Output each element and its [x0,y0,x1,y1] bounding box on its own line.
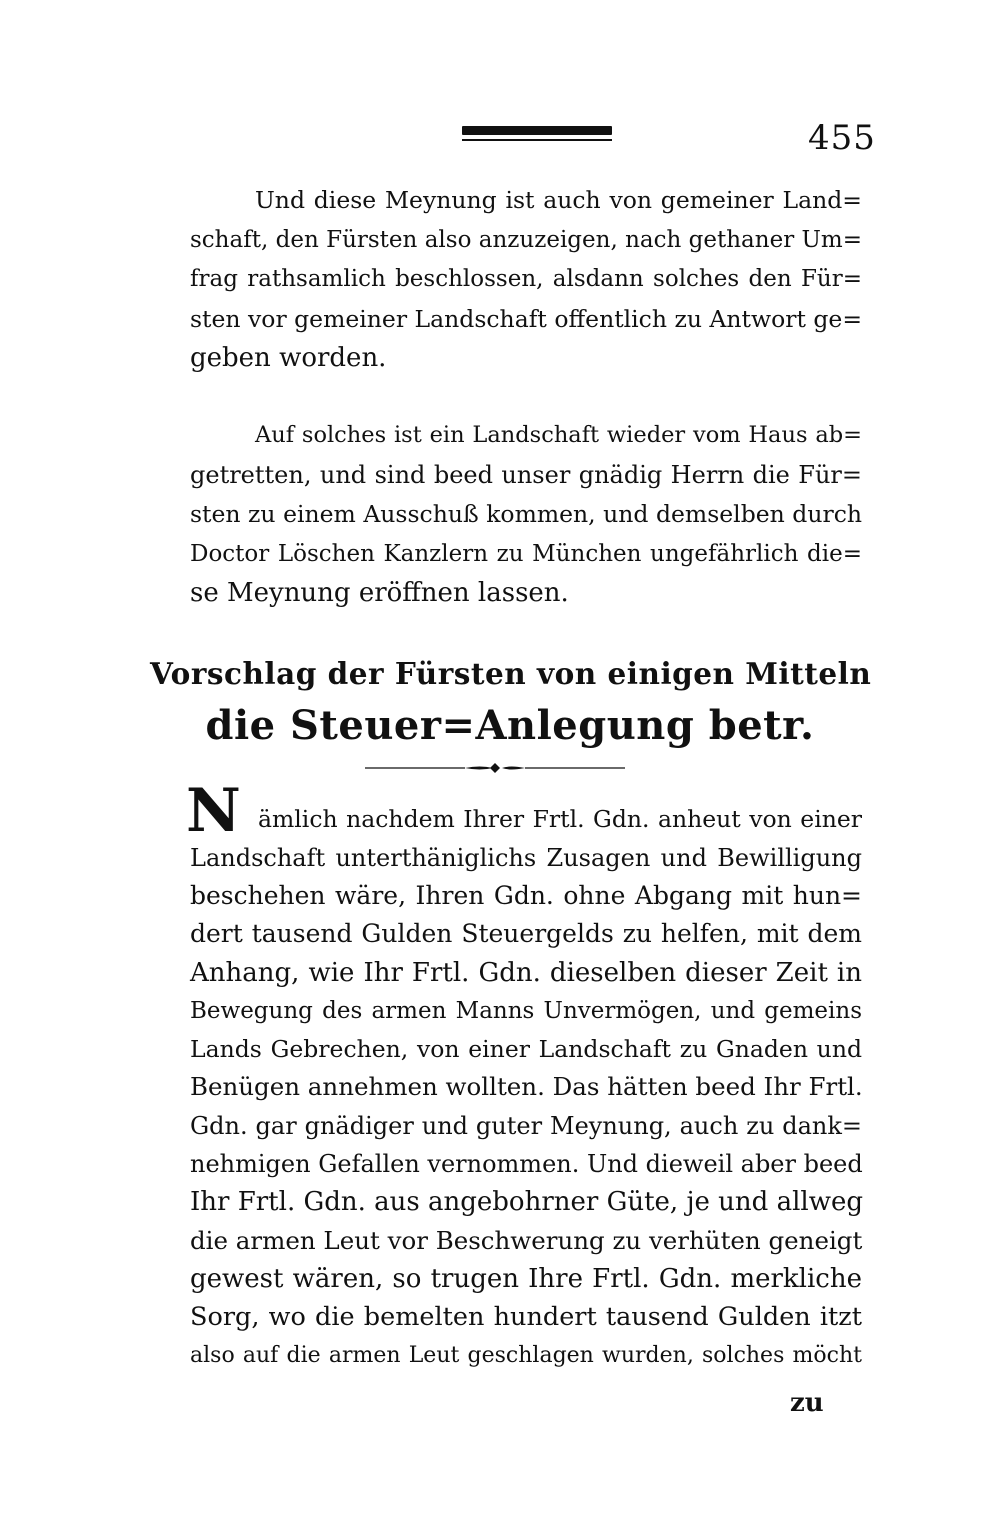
section-heading-line: die Steuer=Anlegung betr. [205,702,815,749]
ornament-swell-left [465,767,493,770]
ornament-swell-right [502,767,525,770]
paragraph2-line: Doctor Löschen Kanzlern zu München ungefährlich die= [190,541,862,567]
header-rule-thin [462,139,612,141]
header-rule-thick [462,126,612,135]
paragraph3-line: ämlich nachdem Ihrer Frtl. Gdn. anheut von einer [258,805,862,833]
paragraph3-line: Sorg, wo die bemelten hundert tausend Gulden itzt [190,1302,862,1332]
paragraph1-line: frag rathsamlich beschlossen, alsdann solches den Für= [190,266,862,292]
header-rule [462,126,612,141]
paragraph3-line: beschehen wäre, Ihren Gdn. ohne Abgang mit hun= [190,881,862,910]
paragraph3-line: also auf die armen Leut geschlagen wurden, solches möcht [190,1343,862,1368]
paragraph3-line: Landschaft unterthäniglichs Zusagen und Bewilligung [190,844,862,872]
paragraph2-line: se Meynung eröffnen lassen. [190,578,569,608]
ornament-divider [365,762,625,774]
ornament-diamond [490,763,500,773]
paragraph2-line: Auf solches ist ein Landschaft wieder vom Haus ab= [255,422,862,448]
paragraph3-line: dert tausend Gulden Steuergelds zu helfen, mit dem [190,919,862,948]
paragraph3-line: Anhang, wie Ihr Frtl. Gdn. dieselben dieser Zeit in [190,958,862,988]
paragraph1-line: schaft, den Fürsten also anzuzeigen, nach gethaner Um= [190,227,862,253]
paragraph2-line: sten zu einem Ausschuß kommen, und demselben durch [190,500,862,528]
paragraph1-line: geben worden. [190,343,387,373]
paragraph1-line: sten vor gemeiner Landschaft offentlich zu Antwort ge= [190,305,863,333]
page-number: 455 [808,118,876,158]
section-heading-line: Vorschlag der Fürsten von einigen Mitteln [150,656,872,691]
paragraph3-line: Benügen annehmen wollten. Das hätten beed Ihr Frtl. [190,1072,863,1101]
paragraph3-line: Lands Gebrechen, von einer Landschaft zu Gnaden und [190,1035,862,1063]
paragraph3-line: Bewegung des armen Manns Unvermögen, und gemeins [190,998,862,1024]
paragraph1-line: Und diese Meynung ist auch von gemeiner Land= [255,186,862,214]
paragraph3-line: nehmigen Gefallen vernommen. Und dieweil aber beed [190,1150,863,1178]
drop-initial: N [186,776,241,846]
paragraph3-line: Ihr Frtl. Gdn. aus angebohrner Güte, je und allweg [190,1187,863,1217]
paragraph3-line: Gdn. gar gnädiger und guter Meynung, auch zu dank= [190,1112,862,1140]
paragraph3-line: die armen Leut vor Beschwerung zu verhüten geneigt [190,1226,863,1255]
paragraph3-line: gewest wären, so trugen Ihre Frtl. Gdn. merkliche [190,1264,862,1294]
catchword: zu [790,1388,824,1418]
paragraph2-line: getretten, und sind beed unser gnädig Herrn die Für= [190,461,862,489]
